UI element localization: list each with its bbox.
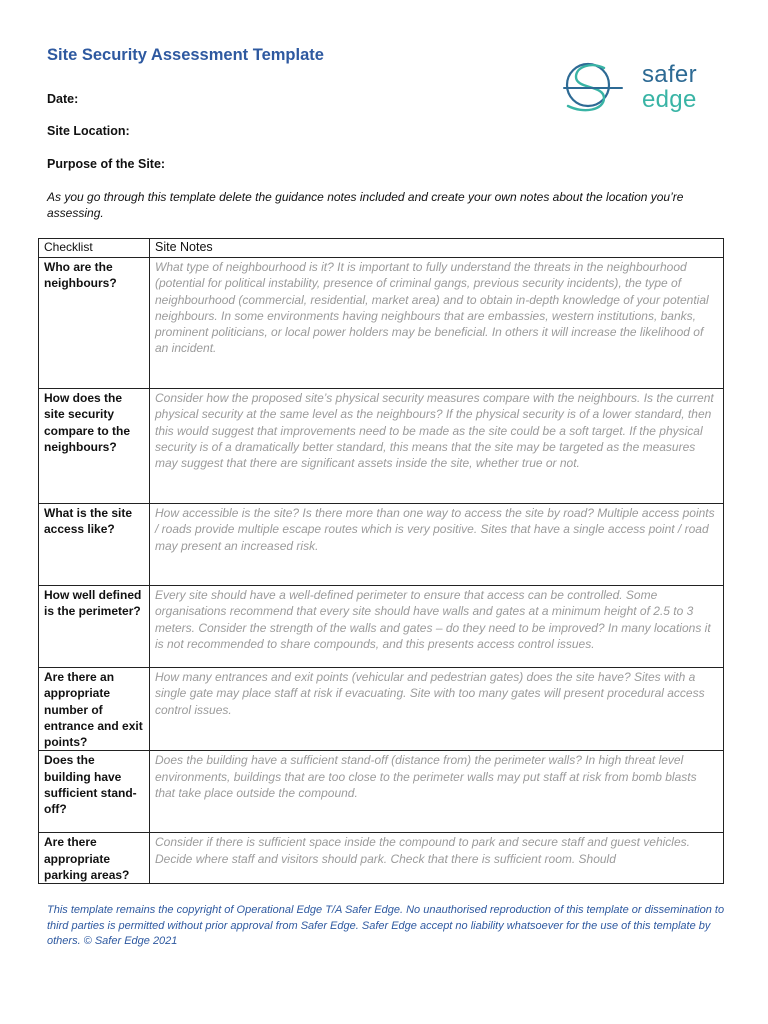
table-header-row (39, 239, 724, 258)
row-notes[interactable]: Consider if there is sufficient space inside the compound to park and secure staff and guest vehicles. Decide where staff and visitors should park. Check that there is sufficient room. Should (150, 833, 724, 884)
row-question: Does the building have sufficient stand-off? (39, 751, 150, 833)
logo-mark-icon (558, 58, 642, 120)
row-question: Are there an appropriate number of entrance and exit points? (39, 668, 150, 751)
row-question: Are there appropriate parking areas? (39, 833, 150, 884)
table-row (39, 668, 724, 751)
table-row (39, 833, 724, 884)
header-checklist: Checklist (39, 239, 150, 258)
row-notes[interactable]: Every site should have a well-defined perimeter to ensure that access can be controlled. Some organisations recommend that every site should have walls and gates at a minimum height of 2.5 to 3 meters. Consider the strength of the walls and gates – do they need to be improved? In many locations it is not recommended to share compounds, and this presents access control issues. (150, 586, 724, 668)
safer-edge-logo (558, 58, 723, 120)
logo-text-line1: safer (642, 61, 697, 88)
row-question: What is the site access like? (39, 504, 150, 586)
table-row (39, 504, 724, 586)
date-label: Date: (47, 92, 79, 106)
copyright-footer: This template remains the copyright of Operational Edge T/A Safer Edge. No unauthorised reproduction of this template or dissemination to third parties is permitted without prior approval from Safer Edge. Safer Edge accept no liability whatsoever for the use of this template by others. © Safer Edge 2021 (47, 904, 725, 947)
row-notes[interactable]: Does the building have a sufficient stand-off (distance from) the perimeter walls? In high threat level environments, buildings that are too close to the perimeter walls may put staff at risk from bomb blasts that take place outside the compound. (150, 751, 724, 833)
document-title: Site Security Assessment Template (47, 46, 324, 64)
row-notes[interactable]: Consider how the proposed site’s physical security measures compare with the neighbours. Is the current physical security at the same level as the neighbours? If the physical security is of a lower standard, then this would suggest that improvements need to be made as the site could be a soft target. If the physical security is of a dramatically better standard, this means that the site may be targeted as the measures may suggest that there are significant assets inside the site, whether true or not. (150, 389, 724, 504)
logo-text-line2: edge (642, 86, 697, 113)
row-question: How does the site security compare to the neighbours? (39, 389, 150, 504)
row-notes[interactable]: How accessible is the site? Is there more than one way to access the site by road? Multiple access points / roads provide multiple escape routes which is very positive. Sites that have a single access point / road may present an increased risk. (150, 504, 724, 586)
site-location-label: Site Location: (47, 124, 130, 138)
row-question: Who are the neighbours? (39, 258, 150, 389)
table-row (39, 751, 724, 833)
row-question: How well defined is the perimeter? (39, 586, 150, 668)
purpose-label: Purpose of the Site: (47, 157, 166, 171)
table-row (39, 586, 724, 668)
row-notes[interactable]: How many entrances and exit points (vehicular and pedestrian gates) does the site have? Sites with a single gate may place staff at risk if evacuating. Site with too many gates will present procedural access control issues. (150, 668, 724, 751)
row-notes[interactable]: What type of neighbourhood is it? It is important to fully understand the threats in the neighbourhood (potential for political instability, presence of criminal gangs, previous security incidents), the type of neighbourhood (commercial, residential, market area) and to obtain in-depth knowledge of your potential neighbours. In some environments having neighbours that are embassies, western institutions, banks, prominent politicians, or local power holders may be beneficial. In others it will increase the likelihood of an incident. (150, 258, 724, 389)
header-site-notes: Site Notes (150, 239, 724, 258)
intro-text: As you go through this template delete the guidance notes included and create your own notes about the location you’re assessing. (47, 190, 684, 220)
logo-wordmark (642, 62, 697, 112)
table-row (39, 258, 724, 389)
checklist-table (38, 238, 724, 884)
table-row (39, 389, 724, 504)
